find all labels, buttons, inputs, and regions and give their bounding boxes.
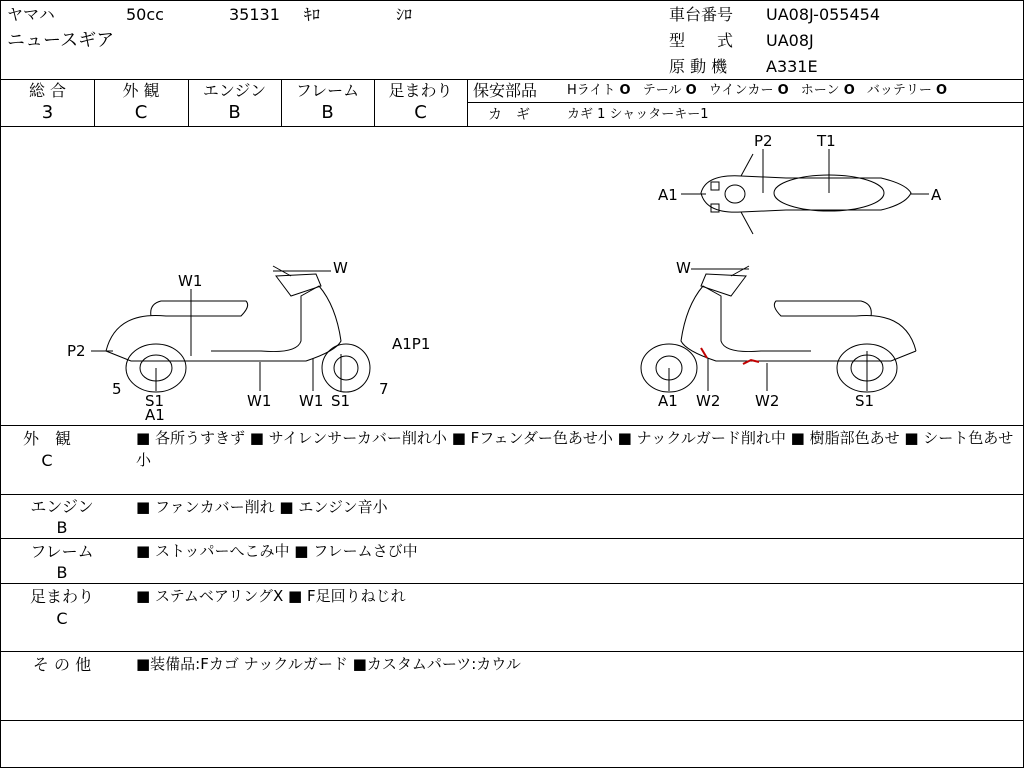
diag-left-num5: 5 — [112, 380, 122, 398]
diag-left-w-top: W — [333, 259, 348, 277]
diag-left-w1-top: W1 — [178, 272, 203, 290]
safety-item-name: テール — [642, 83, 682, 98]
grade-frame: B — [321, 102, 334, 123]
divider — [1, 425, 1023, 426]
diag-right-w2-b: W2 — [755, 392, 780, 410]
safety-item-mark: O — [936, 83, 948, 98]
diag-left-s1: S1 — [145, 392, 165, 410]
frame-no: UA08J-055454 — [766, 5, 881, 24]
grade-exterior: C — [134, 102, 148, 123]
frame-no-label: 車台番号 — [669, 5, 734, 24]
section-label-other: そ の 他 — [32, 655, 92, 674]
displacement: 50cc — [126, 5, 164, 24]
type-value: UA08J — [766, 31, 814, 50]
diag-left-s1-b: S1 — [331, 392, 351, 410]
diag-right-w: W — [676, 259, 691, 277]
model-name: ニュースギア — [7, 30, 115, 51]
section-text-frame: ■ ストッパーへこみ中 ■ フレームさび中 — [136, 542, 418, 560]
scooter-top-view — [701, 154, 911, 234]
engine-value: A331E — [766, 57, 818, 76]
diag-top-t1: T1 — [817, 132, 836, 150]
section-label-suspension: 足まわり — [29, 587, 94, 606]
grade-engine: B — [228, 102, 241, 123]
safety-item-mark: O — [843, 83, 855, 98]
diag-left-w1-b: W1 — [247, 392, 272, 410]
safety-item — [709, 83, 789, 98]
section-grade-frame: B — [56, 563, 68, 582]
diag-left-w1-c: W1 — [299, 392, 324, 410]
diag-top-a: A — [931, 186, 942, 204]
safety-item-mark: O — [619, 83, 631, 98]
key-value: カギ 1 シャッターキー1 — [567, 107, 709, 122]
safety-item-name: Hライト — [567, 83, 616, 98]
maker: ヤマハ — [7, 5, 55, 24]
safety-item-name: ホーン — [800, 83, 840, 98]
diag-left-num7: 7 — [379, 380, 389, 398]
grade-label-total: 総 合 — [28, 81, 67, 100]
diag-top-p2: P2 — [754, 132, 773, 150]
section-label-exterior: 外 観 — [22, 429, 71, 448]
divider — [1, 583, 1023, 584]
safety-item-mark: O — [685, 83, 697, 98]
safety-item — [643, 83, 697, 98]
safety-item — [801, 83, 855, 98]
diag-right-s1: S1 — [855, 392, 875, 410]
grade-label-suspension: 足まわり — [388, 81, 453, 100]
diag-right-w2-a: W2 — [696, 392, 721, 410]
scooter-right-view — [641, 266, 916, 392]
divider — [1, 720, 1023, 721]
grade-total: 3 — [41, 102, 54, 123]
diag-right-a1: A1 — [658, 392, 678, 410]
section-grade-suspension: C — [56, 609, 68, 628]
damage-diagram — [1, 126, 1023, 426]
safety-item — [567, 83, 631, 98]
leader-lines — [91, 149, 929, 391]
safety-items — [567, 82, 955, 100]
section-text-other: ■装備品:Fカゴ ナックルガード ■カスタムパーツ:カウル — [136, 655, 521, 673]
grade-label-exterior: 外 観 — [122, 81, 160, 100]
safety-item-name: バッテリー — [866, 83, 932, 98]
safety-item-name: ウインカー — [708, 83, 774, 98]
color: ｼﾛ — [396, 5, 413, 24]
grade-suspension: C — [414, 102, 427, 123]
grade-label-frame: フレーム — [295, 81, 360, 100]
type-label: 型 式 — [669, 31, 734, 50]
safety-label: 保安部品 — [473, 81, 538, 100]
mileage-unit: ｷﾛ — [304, 5, 321, 24]
divider — [467, 102, 1023, 103]
section-text-suspension: ■ ステムベアリングX ■ F足回りねじれ — [136, 587, 406, 605]
section-text-engine: ■ ファンカバー削れ ■ エンジン音小 — [136, 498, 388, 516]
engine-label: 原 動 機 — [669, 57, 728, 76]
safety-item-mark: O — [777, 83, 789, 98]
divider — [1, 538, 1023, 539]
diag-left-p2: P2 — [67, 342, 86, 360]
section-grade-engine: B — [56, 518, 68, 537]
diag-top-a1: A1 — [658, 186, 678, 204]
section-grade-exterior: C — [41, 451, 53, 470]
section-label-frame: フレーム — [30, 542, 94, 561]
diag-left-a1p1: A1P1 — [392, 335, 431, 353]
mileage: 35131 — [229, 5, 280, 24]
grade-label-engine: エンジン — [202, 81, 267, 100]
section-label-engine: エンジン — [30, 497, 94, 516]
divider — [1, 79, 1023, 80]
divider — [1, 494, 1023, 495]
diag-left-a1: A1 — [145, 406, 165, 424]
key-label: カ ギ — [488, 107, 530, 123]
safety-item — [867, 83, 947, 98]
section-text-exterior: ■ 各所うすきず ■ サイレンサーカバー削れ小 ■ Fフェンダー色あせ小 ■ ナックルガード削れ中 ■ 樹脂部色あせ ■ シート色あせ小 — [136, 429, 1014, 469]
scooter-left-view — [106, 266, 370, 392]
divider — [1, 651, 1023, 652]
